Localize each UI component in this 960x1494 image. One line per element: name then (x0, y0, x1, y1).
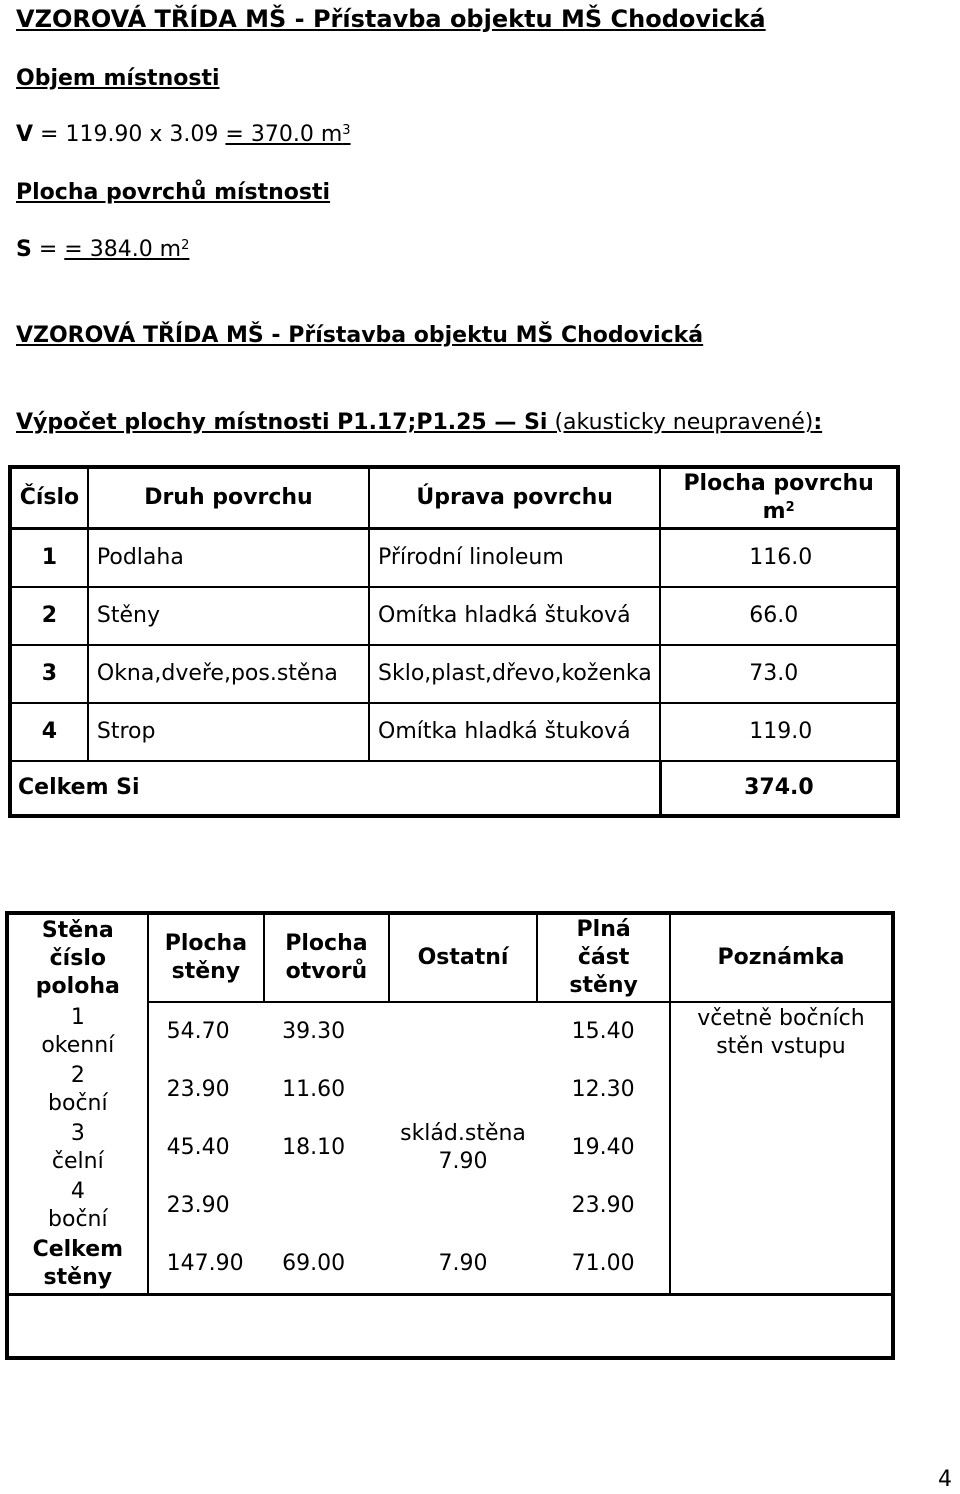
row-finish: Sklo,plast,dřevo,koženka (369, 645, 660, 703)
total-row (10, 761, 898, 816)
page-number: 4 (938, 1467, 952, 1492)
openings-cell: 39.30 (282, 1019, 346, 1044)
solid-cell: 15.40 (537, 1002, 670, 1061)
surface-label: S (16, 237, 32, 262)
col-header-openings: Plocha otvorů (264, 913, 389, 1002)
volume-heading: Objem místnosti (16, 66, 220, 91)
row-finish: Omítka hladká štuková (369, 703, 660, 761)
total-value: 374.0 (660, 761, 898, 816)
blank-row (7, 1295, 893, 1359)
calc-note: (akusticky neupravené) (547, 410, 814, 435)
surface-heading: Plocha povrchů místnosti (16, 180, 331, 205)
col-header-other: Ostatní (389, 913, 538, 1002)
table-row (10, 587, 898, 645)
table-header-row (7, 913, 893, 1002)
other-cell (389, 1061, 538, 1119)
wall-cell: Celkem stěny (7, 1235, 148, 1295)
row-type: Okna,dveře,pos.stěna (88, 645, 369, 703)
row-area: 116.0 (660, 529, 898, 588)
col-header-wall: Stěna číslo poloha (7, 913, 148, 1002)
row-number: 1 (10, 529, 88, 588)
calc-prefix: Výpočet plochy místnosti P1.17;P1.25 — Si (16, 410, 548, 435)
row-number: 4 (10, 703, 88, 761)
row-type: Stěny (88, 587, 369, 645)
row-area: 119.0 (660, 703, 898, 761)
col-header-note: Poznámka (670, 913, 893, 1002)
openings-cell: 11.60 (282, 1077, 346, 1102)
solid-cell: 19.40 (537, 1119, 670, 1177)
wall-area-cell: 23.90 (166, 1077, 230, 1102)
wall-area-cell: 45.40 (166, 1135, 230, 1160)
calc-colon: : (813, 410, 823, 435)
row-finish: Omítka hladká štuková (369, 587, 660, 645)
wall-area-cell: 54.70 (166, 1019, 230, 1044)
openings-cell: 69.00 (282, 1251, 346, 1276)
col-header-area: Plocha povrchu $m^2$ (660, 467, 898, 529)
other-cell (389, 1002, 538, 1061)
openings-cell (264, 1177, 389, 1235)
wall-cell: 2 boční (7, 1061, 148, 1119)
other-cell (389, 1177, 538, 1235)
row-finish: Přírodní linoleum (369, 529, 660, 588)
wall-cell: 4 boční (7, 1177, 148, 1235)
surface-result: = 384.0 $m^2$ (64, 237, 190, 262)
table-row (10, 703, 898, 761)
col-header-number: Číslo (10, 467, 88, 529)
total-label: Celkem Si (10, 761, 660, 816)
volume-formula: = 119.90 x 3.09 (33, 122, 226, 147)
col-header-wall-area: Plocha stěny (148, 913, 265, 1002)
col-header-solid: Plná část stěny (537, 913, 670, 1002)
surface-line (16, 236, 189, 264)
table-row (7, 1002, 893, 1061)
surface-table (8, 465, 900, 818)
wall-area-cell: 147.90 (166, 1251, 244, 1276)
surface-eq: = (31, 237, 65, 262)
volume-result: = 370.0 $m^3$ (225, 122, 351, 147)
solid-cell: 23.90 (537, 1177, 670, 1235)
solid-cell: 12.30 (537, 1061, 670, 1119)
row-area: 73.0 (660, 645, 898, 703)
section-title: VZOROVÁ TŘÍDA MŠ - Přístavba objektu MŠ Chodovická (16, 323, 704, 348)
table-row (10, 529, 898, 588)
note-cell: včetně bočních stěn vstupu (697, 1006, 865, 1059)
col-header-finish: Úprava povrchu (369, 467, 660, 529)
page-title: VZOROVÁ TŘÍDA MŠ - Přístavba objektu MŠ Chodovická (16, 5, 766, 33)
row-type: Podlaha (88, 529, 369, 588)
table-row (10, 645, 898, 703)
volume-line (16, 121, 351, 149)
col-header-type: Druh povrchu (88, 467, 369, 529)
row-number: 2 (10, 587, 88, 645)
wall-cell: 1 okenní (7, 1002, 148, 1061)
volume-label: V (16, 122, 34, 147)
table-header-row (10, 467, 898, 529)
other-cell: sklád.stěna 7.90 (400, 1121, 526, 1174)
row-type: Strop (88, 703, 369, 761)
openings-cell: 18.10 (282, 1135, 346, 1160)
wall-cell: 3 čelní (7, 1119, 148, 1177)
other-cell: 7.90 (438, 1251, 488, 1276)
calc-heading (16, 409, 822, 437)
row-area: 66.0 (660, 587, 898, 645)
row-number: 3 (10, 645, 88, 703)
blank-cell (7, 1295, 893, 1359)
walls-table (5, 911, 895, 1360)
solid-cell: 71.00 (537, 1235, 670, 1295)
wall-area-cell: 23.90 (166, 1193, 230, 1218)
